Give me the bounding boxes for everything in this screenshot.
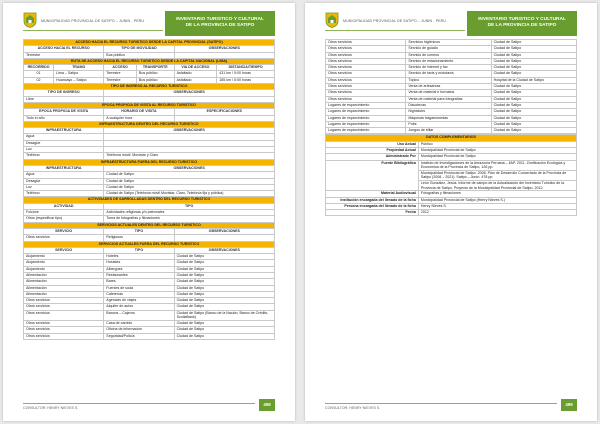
table-cell: Oficina de información: [104, 327, 174, 333]
table-cell: Servicio de estacionamiento: [406, 58, 491, 64]
table-cell: Nightclubs: [406, 109, 491, 115]
table-cell: Toma de fotografías y filmaciones: [104, 216, 275, 222]
table-cell: A cualquier hora: [104, 115, 174, 121]
field-value: Fotografías y filmaciones: [418, 191, 576, 197]
table-cell: Folclore: [24, 210, 104, 216]
table-cell: Bares: [104, 279, 174, 285]
field-value: Municipalidad Provincial de Satipo: [418, 148, 576, 154]
table-cell: Ciudad de Satipo: [104, 184, 275, 190]
table-row: [24, 310, 275, 320]
table-cell: 02: [24, 77, 54, 83]
column-header: OBSERVACIONES: [104, 128, 275, 134]
header-title-box: [467, 11, 577, 36]
table-cell: Ciudad de Satipo: [174, 304, 274, 310]
section-title: DATOS COMPLEMENTARIOS: [326, 135, 577, 141]
table-cell: Otros servicios: [326, 96, 406, 102]
column-header: HORARIO DE VISITA: [104, 109, 174, 115]
table-cell: Otros servicios: [24, 320, 104, 326]
table-cell: Otros servicios: [326, 90, 406, 96]
table-cell: Luz: [24, 147, 104, 153]
table-cell: Otros servicios: [326, 40, 406, 46]
table-cell: Bancos – Cajeros: [104, 310, 174, 320]
table-cell: Alojamiento: [24, 254, 104, 260]
table-cell: Hoteles: [104, 254, 174, 260]
table-cell: Ciudad de Satipo: [491, 128, 576, 134]
table-cell: Libre: [24, 96, 104, 102]
table-cell: Pubs: [406, 121, 491, 127]
table-cell: Ciudad de Satipo: [174, 298, 274, 304]
header-rule: [23, 30, 163, 31]
table-cell: Telefonía móvil: Movistar y Claro: [104, 153, 275, 159]
table-cell: Bus público: [136, 71, 174, 77]
section-title: ACTIVIDADES DE SARROLLADAS DENTRO DEL RECURSO TURISTICO: [24, 197, 275, 203]
section-title: TIPO DE INGRESO AL RECURSO TURISTICO: [24, 84, 275, 90]
table-cell: Agua: [24, 134, 104, 140]
table-cell: Otros servicios: [326, 46, 406, 52]
table-cell: Máquinas tragamonedas: [406, 115, 491, 121]
table-cell: Desagüe: [24, 178, 104, 184]
table-cell: Ciudad de Satipo: [174, 327, 274, 333]
header-title-line2: DE LA PROVINCIA DE SATIPO: [487, 23, 557, 28]
field-label: Propiedad Actual: [326, 148, 419, 154]
column-header: TIPO DE INGRESO: [24, 90, 104, 96]
complementary-data-table: [325, 134, 577, 216]
column-header: SERVICIO: [24, 247, 104, 253]
footer-consultant: CONSULTOR: HENRY NIEVES S.: [23, 406, 79, 410]
table-cell: Asfaltado: [174, 71, 217, 77]
table-cell: Bus público: [104, 52, 174, 58]
table-cell: Ciudad de Satipo (Banco de la Nación, Banco de Crédito, ScotiaBank): [174, 310, 274, 320]
field-value: Público: [418, 141, 576, 147]
table-cell: Ciudad de Satipo: [174, 272, 274, 278]
page-right: [305, 3, 597, 421]
table-cell: Agua: [24, 172, 104, 178]
section-title: INFRAESTRUCTURA FUERA DEL RECURSO TURISTICO: [24, 159, 275, 165]
column-header: OBSERVACIONES: [104, 165, 275, 171]
field-label: Fecha: [326, 210, 419, 216]
column-header: OBSERVACIONES: [104, 90, 275, 96]
table-cell: Otros servicios: [24, 235, 104, 241]
table-cell: Terrestre: [104, 77, 137, 83]
table-cell: Alquiler de autos: [104, 304, 174, 310]
table-cell: Ciudad de Satipo: [174, 254, 274, 260]
table-row: [326, 160, 577, 170]
column-header: EPOCA PROPICIA DE VISITA: [24, 109, 104, 115]
table-cell: Ciudad de Satipo: [491, 96, 576, 102]
table-cell: Otros (especificar tipo): [24, 216, 104, 222]
table-cell: Alojamiento: [24, 260, 104, 266]
table-cell: Servicios higiénicos: [406, 40, 491, 46]
column-header: TIPO: [104, 228, 174, 234]
table-cell: 431 km / 9:00 horas: [217, 71, 275, 77]
table-cell: Servicio de correos: [406, 52, 491, 58]
municipal-crest-icon: [325, 12, 339, 28]
header-organization: MUNICIPALIDAD PROVINCIAL DE SATIPO – JUNIN - PERU: [41, 19, 145, 23]
section-title: SERVICIOS ACTUALES FUERA DEL RECURSO TURISTICO: [24, 241, 275, 247]
table-cell: Alimentación: [24, 285, 104, 291]
table-cell: Ciudad de Satipo: [491, 102, 576, 108]
table-cell: Servicio de internet y fax: [406, 65, 491, 71]
section-title: EPOCA PROPICIA DE VISITA AL RECURSO TURISTICO: [24, 102, 275, 108]
table-cell: Casa de cambio: [104, 320, 174, 326]
table-cell: Agencias de viajes: [104, 298, 174, 304]
footer-rule: [23, 403, 255, 404]
footer-consultant: CONSULTOR: HENRY NIEVES S.: [325, 406, 381, 410]
table-cell: Juegos de billar: [406, 128, 491, 134]
table-cell: Ciudad de Satipo: [104, 178, 275, 184]
field-value: Municipalidad Provincial de Satipo: [418, 154, 576, 160]
field-value: Instituto de Investigaciones de la Amazonía Peruana – IIAP. 2011. Zonificación Ecológica y Económica de la Provincia de Satipo, 126 pp.: [418, 160, 576, 170]
table-cell: Ciudad de Satipo: [491, 109, 576, 115]
table-cell: Otros servicios: [24, 298, 104, 304]
table-cell: Huancayo – Satipo: [54, 77, 104, 83]
field-value: Henry Nieves S.: [418, 203, 576, 209]
column-header: DISTANCIA/TIEMPO: [217, 65, 275, 71]
column-header: TRAMO: [54, 65, 104, 71]
municipal-crest-icon: [23, 12, 37, 28]
table-cell: Teléfono: [24, 153, 104, 159]
table-cell: Otros servicios: [326, 84, 406, 90]
table-cell: Terrestre: [104, 71, 137, 77]
table-cell: Ciudad de Satipo: [491, 84, 576, 90]
table-cell: 01: [24, 71, 54, 77]
column-header: ESPECIFICACIONES: [174, 109, 274, 115]
table-cell: Servicio de taxis y mototaxis: [406, 71, 491, 77]
table-cell: Ciudad de Satipo: [491, 40, 576, 46]
header-title-line1: INVENTARIO TURISTICO Y CULTURAL: [478, 17, 566, 22]
table-cell: 185 km / 5:00 horas: [217, 77, 275, 83]
table-cell: Luz: [24, 184, 104, 190]
page-number: 498: [259, 399, 275, 411]
table-cell: Otros servicios: [326, 77, 406, 83]
table-cell: Actividades religiosas y/o patronales: [104, 210, 275, 216]
column-header: RECORRIDO: [24, 65, 54, 71]
field-value: León González, Jesús. Informe de campo de la Actualización del Inventario Turístico de la Provincia de Satipo, Proyecto de la Municipalidad Provincial de Satipo. 2012.: [418, 181, 576, 191]
left-data-table: [23, 39, 275, 340]
table-cell: Ciudad de Satipo: [174, 291, 274, 297]
table-cell: Fuentes de soda: [104, 285, 174, 291]
column-header: ACTIVIDAD: [24, 203, 104, 209]
column-header: TRANSPORTE: [136, 65, 174, 71]
table-cell: Todo el año: [24, 115, 104, 121]
column-header: OBSERVACIONES: [174, 46, 274, 52]
field-label: Administrado Por: [326, 154, 419, 160]
page-number: 499: [561, 399, 577, 411]
table-row: [24, 333, 275, 339]
page-footer: [23, 399, 275, 413]
header-title-line1: INVENTARIO TURISTICO Y CULTURAL: [176, 17, 264, 22]
section-title: ACCESO HACIA EL RECURSO TURISTICO DESDE LA CAPITAL PROVINCIAL (SATIPO): [24, 40, 275, 46]
page-header: [23, 11, 275, 37]
table-cell: Venta de material e formatos: [406, 90, 491, 96]
table-cell: Lugares de esparcimiento: [326, 121, 406, 127]
table-cell: Alojamiento: [24, 266, 104, 272]
table-cell: Lugares de esparcimiento: [326, 102, 406, 108]
field-label: Persona encargada del llenado de la ficha: [326, 203, 419, 209]
section-title: SERVICIOS ACTUALES DENTRO DEL RECURSO TURISTICO: [24, 222, 275, 228]
table-row: [326, 128, 577, 134]
table-cell: Ciudad de Satipo: [491, 71, 576, 77]
footer-rule: [325, 403, 557, 404]
field-value: Municipalidad Provincial de Satipo (Henry Nieves S.): [418, 197, 576, 203]
section-title: RUTA DE ACCESO HACIA EL RECURSO TURISTICO DESDE LA CAPITAL NACIONAL (LIMA): [24, 58, 275, 64]
header-organization: MUNICIPALIDAD PROVINCIAL DE SATIPO – JUNIN - PERU: [343, 19, 447, 23]
header-title-box: [165, 11, 275, 36]
table-cell: Alimentación: [24, 279, 104, 285]
table-cell: Ciudad de Satipo: [491, 121, 576, 127]
table-cell: Ciudad de Satipo: [104, 172, 275, 178]
table-cell: Desagüe: [24, 140, 104, 146]
table-cell: Terrestre: [24, 52, 104, 58]
table-cell: Cafeterías: [104, 291, 174, 297]
table-cell: Albergues: [104, 266, 174, 272]
column-header: INFRAESTRUCTURA: [24, 165, 104, 171]
table-cell: Ciudad de Satipo: [174, 285, 274, 291]
left-page-content: [23, 39, 275, 391]
column-header: SERVICIO: [24, 228, 104, 234]
table-cell: Otros servicios: [24, 327, 104, 333]
column-header: ACCESO HACIA EL RECURSO: [24, 46, 104, 52]
field-value: Municipalidad Provincial de Satipo. 2008. Plan de Desarrollo Concertado de la Provincia de Satipo (2008 – 2021). Satipo – Junín. 478 pp.: [418, 170, 576, 180]
table-cell: Otros servicios: [326, 71, 406, 77]
column-header: TIPO: [104, 247, 174, 253]
table-cell: Discotecas: [406, 102, 491, 108]
section-title: INFRAESTRUCTURA DENTRO DEL RECURSO TURISTICO: [24, 121, 275, 127]
table-cell: Ciudad de Satipo: [174, 266, 274, 272]
table-cell: Otros servicios: [24, 304, 104, 310]
field-label: Fuente Bibliográfica: [326, 160, 419, 191]
table-cell: Hospital de la Ciudad de Satipo: [491, 77, 576, 83]
table-cell: Bus público: [136, 77, 174, 83]
table-cell: Lugares de esparcimiento: [326, 109, 406, 115]
table-cell: Servicio de guiado: [406, 46, 491, 52]
table-cell: Ciudad de Satipo: [491, 52, 576, 58]
services-continued-table: [325, 39, 577, 134]
field-label: Uso Actual: [326, 141, 419, 147]
table-cell: Religiosos: [104, 235, 174, 241]
table-cell: Ciudad de Satipo: [174, 333, 274, 339]
table-cell: Venta de material para fotografías: [406, 96, 491, 102]
table-cell: Otros servicios: [326, 58, 406, 64]
table-cell: Ciudad de Satipo (Telefonía móvil Movistar, Claro, Telefonía fija y pública): [104, 191, 275, 197]
table-cell: Ciudad de Satipo: [491, 65, 576, 71]
column-header: TIPO: [104, 203, 275, 209]
table-cell: Lugares de esparcimiento: [326, 128, 406, 134]
table-cell: Lima – Satipo: [54, 71, 104, 77]
table-cell: Seguridad/Policía: [104, 333, 174, 339]
table-cell: Restaurantes: [104, 272, 174, 278]
table-cell: Ciudad de Satipo: [491, 115, 576, 121]
table-cell: Alimentación: [24, 291, 104, 297]
column-header: VIA DE ACCESO: [174, 65, 217, 71]
header-title-line2: DE LA PROVINCIA DE SATIPO: [185, 23, 255, 28]
table-cell: Otros servicios: [24, 310, 104, 320]
field-value: 2012: [418, 210, 576, 216]
table-cell: Ciudad de Satipo: [174, 320, 274, 326]
table-cell: Ciudad de Satipo: [491, 46, 576, 52]
table-cell: Otros servicios: [326, 52, 406, 58]
table-cell: Ciudad de Satipo: [491, 90, 576, 96]
table-cell: Ciudad de Satipo: [174, 260, 274, 266]
table-row: [326, 210, 577, 216]
table-cell: Alimentación: [24, 272, 104, 278]
page-footer: [325, 399, 577, 413]
table-cell: Tópico: [406, 77, 491, 83]
column-header: OBSERVACIONES: [174, 228, 274, 234]
page-left: [3, 3, 295, 421]
right-page-content: [325, 39, 577, 391]
table-cell: Ciudad de Satipo: [174, 279, 274, 285]
table-cell: Teléfono: [24, 191, 104, 197]
table-cell: Venta de artesanías: [406, 84, 491, 90]
table-cell: Asfaltado: [174, 77, 217, 83]
column-header: OBSERVACIONES: [174, 247, 274, 253]
field-label: Institución encargada del llenado de la ficha: [326, 197, 419, 203]
column-header: INFRAESTRUCTURA: [24, 128, 104, 134]
field-label: Material Audiovisual: [326, 191, 419, 197]
table-cell: Hostales: [104, 260, 174, 266]
table-cell: Otros servicios: [326, 65, 406, 71]
table-cell: Otros servicios: [24, 333, 104, 339]
table-cell: Ciudad de Satipo: [491, 58, 576, 64]
column-header: TIPO DE MOVILIDAD: [104, 46, 174, 52]
page-header: [325, 11, 577, 37]
header-rule: [325, 30, 465, 31]
column-header: ACCESO: [104, 65, 137, 71]
table-cell: Lugares de esparcimiento: [326, 115, 406, 121]
